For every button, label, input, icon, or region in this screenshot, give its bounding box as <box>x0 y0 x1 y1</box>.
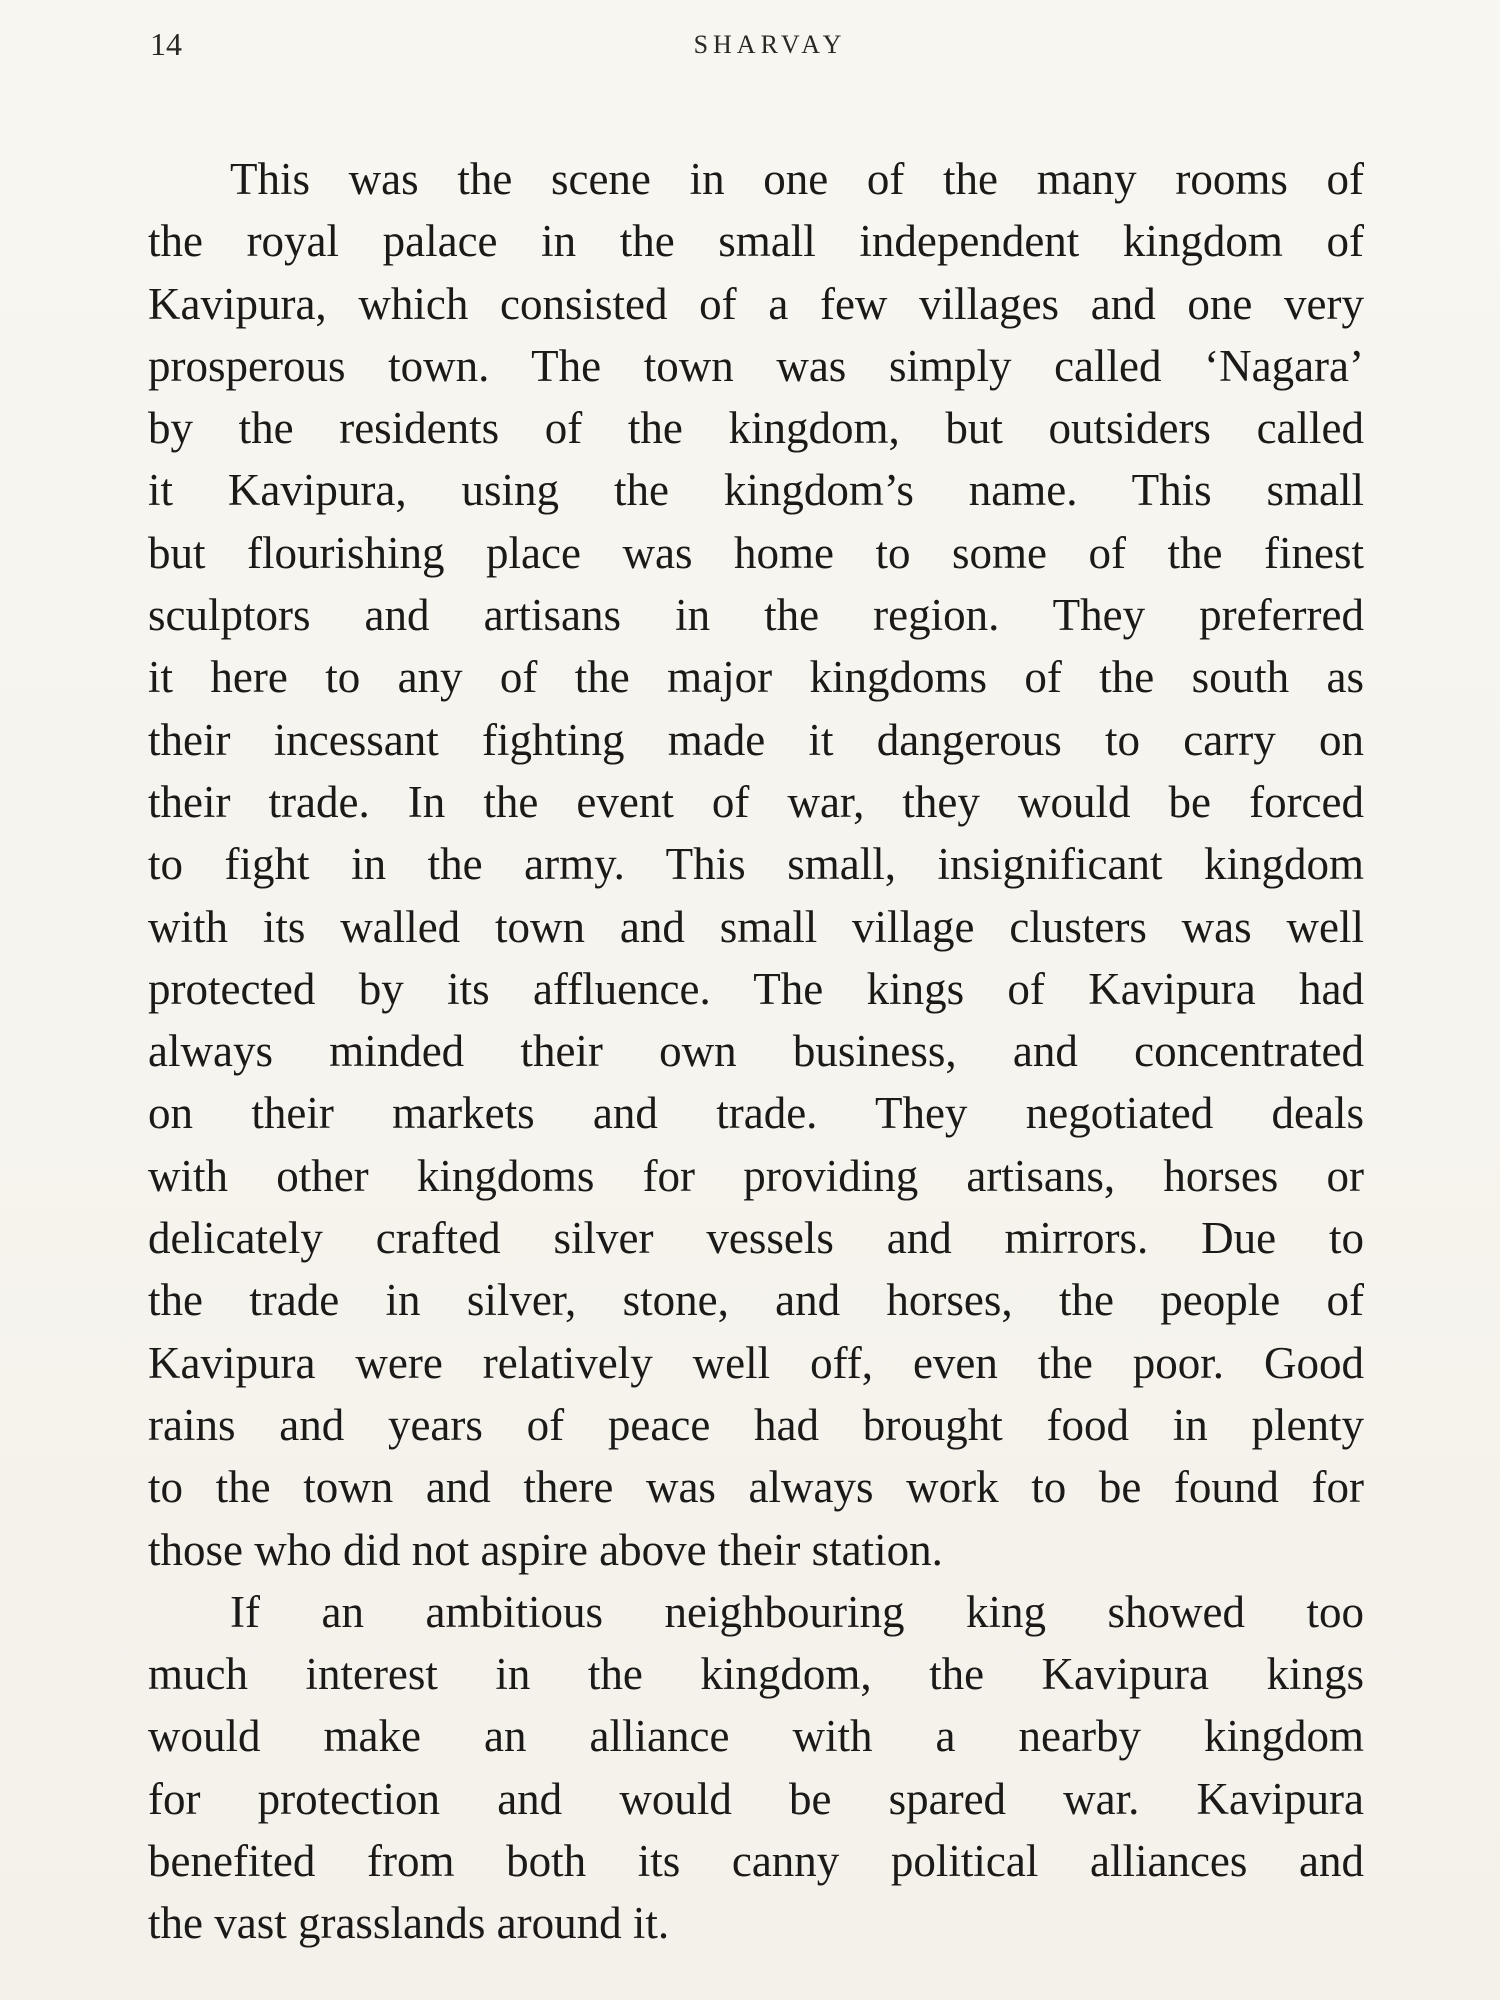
text-line: to fight in the army. This small, insignificant kingdom <box>148 839 1364 890</box>
text-line: their incessant fighting made it dangerous to carry on <box>148 714 1364 765</box>
text-line: for protection and would be spared war. Kavipura <box>148 1773 1364 1824</box>
text-line: it Kavipura, using the kingdom’s name. This small <box>148 465 1364 516</box>
text-line: always minded their own business, and concentrated <box>148 1026 1364 1077</box>
text-line: Kavipura were relatively well off, even the poor. Good <box>148 1337 1364 1388</box>
text-line: protected by its affluence. The kings of Kavipura had <box>148 963 1364 1014</box>
text-line: by the residents of the kingdom, but outsiders called <box>148 403 1364 454</box>
text-line: the vast grasslands around it. <box>148 1898 670 1949</box>
page-number: 14 <box>150 26 182 62</box>
text-line: Kavipura, which consisted of a few villages and one very <box>148 278 1364 329</box>
text-line: delicately crafted silver vessels and mirrors. Due to <box>148 1213 1364 1264</box>
text-line: If an ambitious neighbouring king showed too <box>230 1586 1364 1637</box>
text-line: it here to any of the major kingdoms of the south as <box>148 652 1364 703</box>
paragraph-2 <box>148 1581 1364 1955</box>
text-line: the trade in silver, stone, and horses, the people of <box>148 1275 1364 1326</box>
body-text <box>148 148 1364 1955</box>
text-line: but flourishing place was home to some of the finest <box>148 527 1364 578</box>
text-line: with its walled town and small village clusters was well <box>148 901 1364 952</box>
running-head: SHARVAY <box>693 30 847 59</box>
paragraph-1 <box>148 148 1364 1581</box>
text-line: would make an alliance with a nearby kingdom <box>148 1711 1364 1762</box>
text-line: their trade. In the event of war, they would be forced <box>148 776 1364 827</box>
text-line: prosperous town. The town was simply called ‘Nagara’ <box>148 340 1364 391</box>
text-line: sculptors and artisans in the region. They preferred <box>148 590 1364 641</box>
text-line: benefited from both its canny political alliances and <box>148 1836 1364 1887</box>
text-line: to the town and there was always work to be found for <box>148 1462 1364 1513</box>
text-line: much interest in the kingdom, the Kavipura kings <box>148 1649 1364 1700</box>
text-line: This was the scene in one of the many rooms of <box>230 154 1364 204</box>
text-line: rains and years of peace had brought food in plenty <box>148 1399 1364 1450</box>
text-line: those who did not aspire above their station. <box>148 1524 943 1575</box>
text-line: with other kingdoms for providing artisans, horses or <box>148 1150 1364 1201</box>
text-line: the royal palace in the small independent kingdom of <box>148 216 1364 267</box>
text-line: on their markets and trade. They negotiated deals <box>148 1088 1364 1139</box>
